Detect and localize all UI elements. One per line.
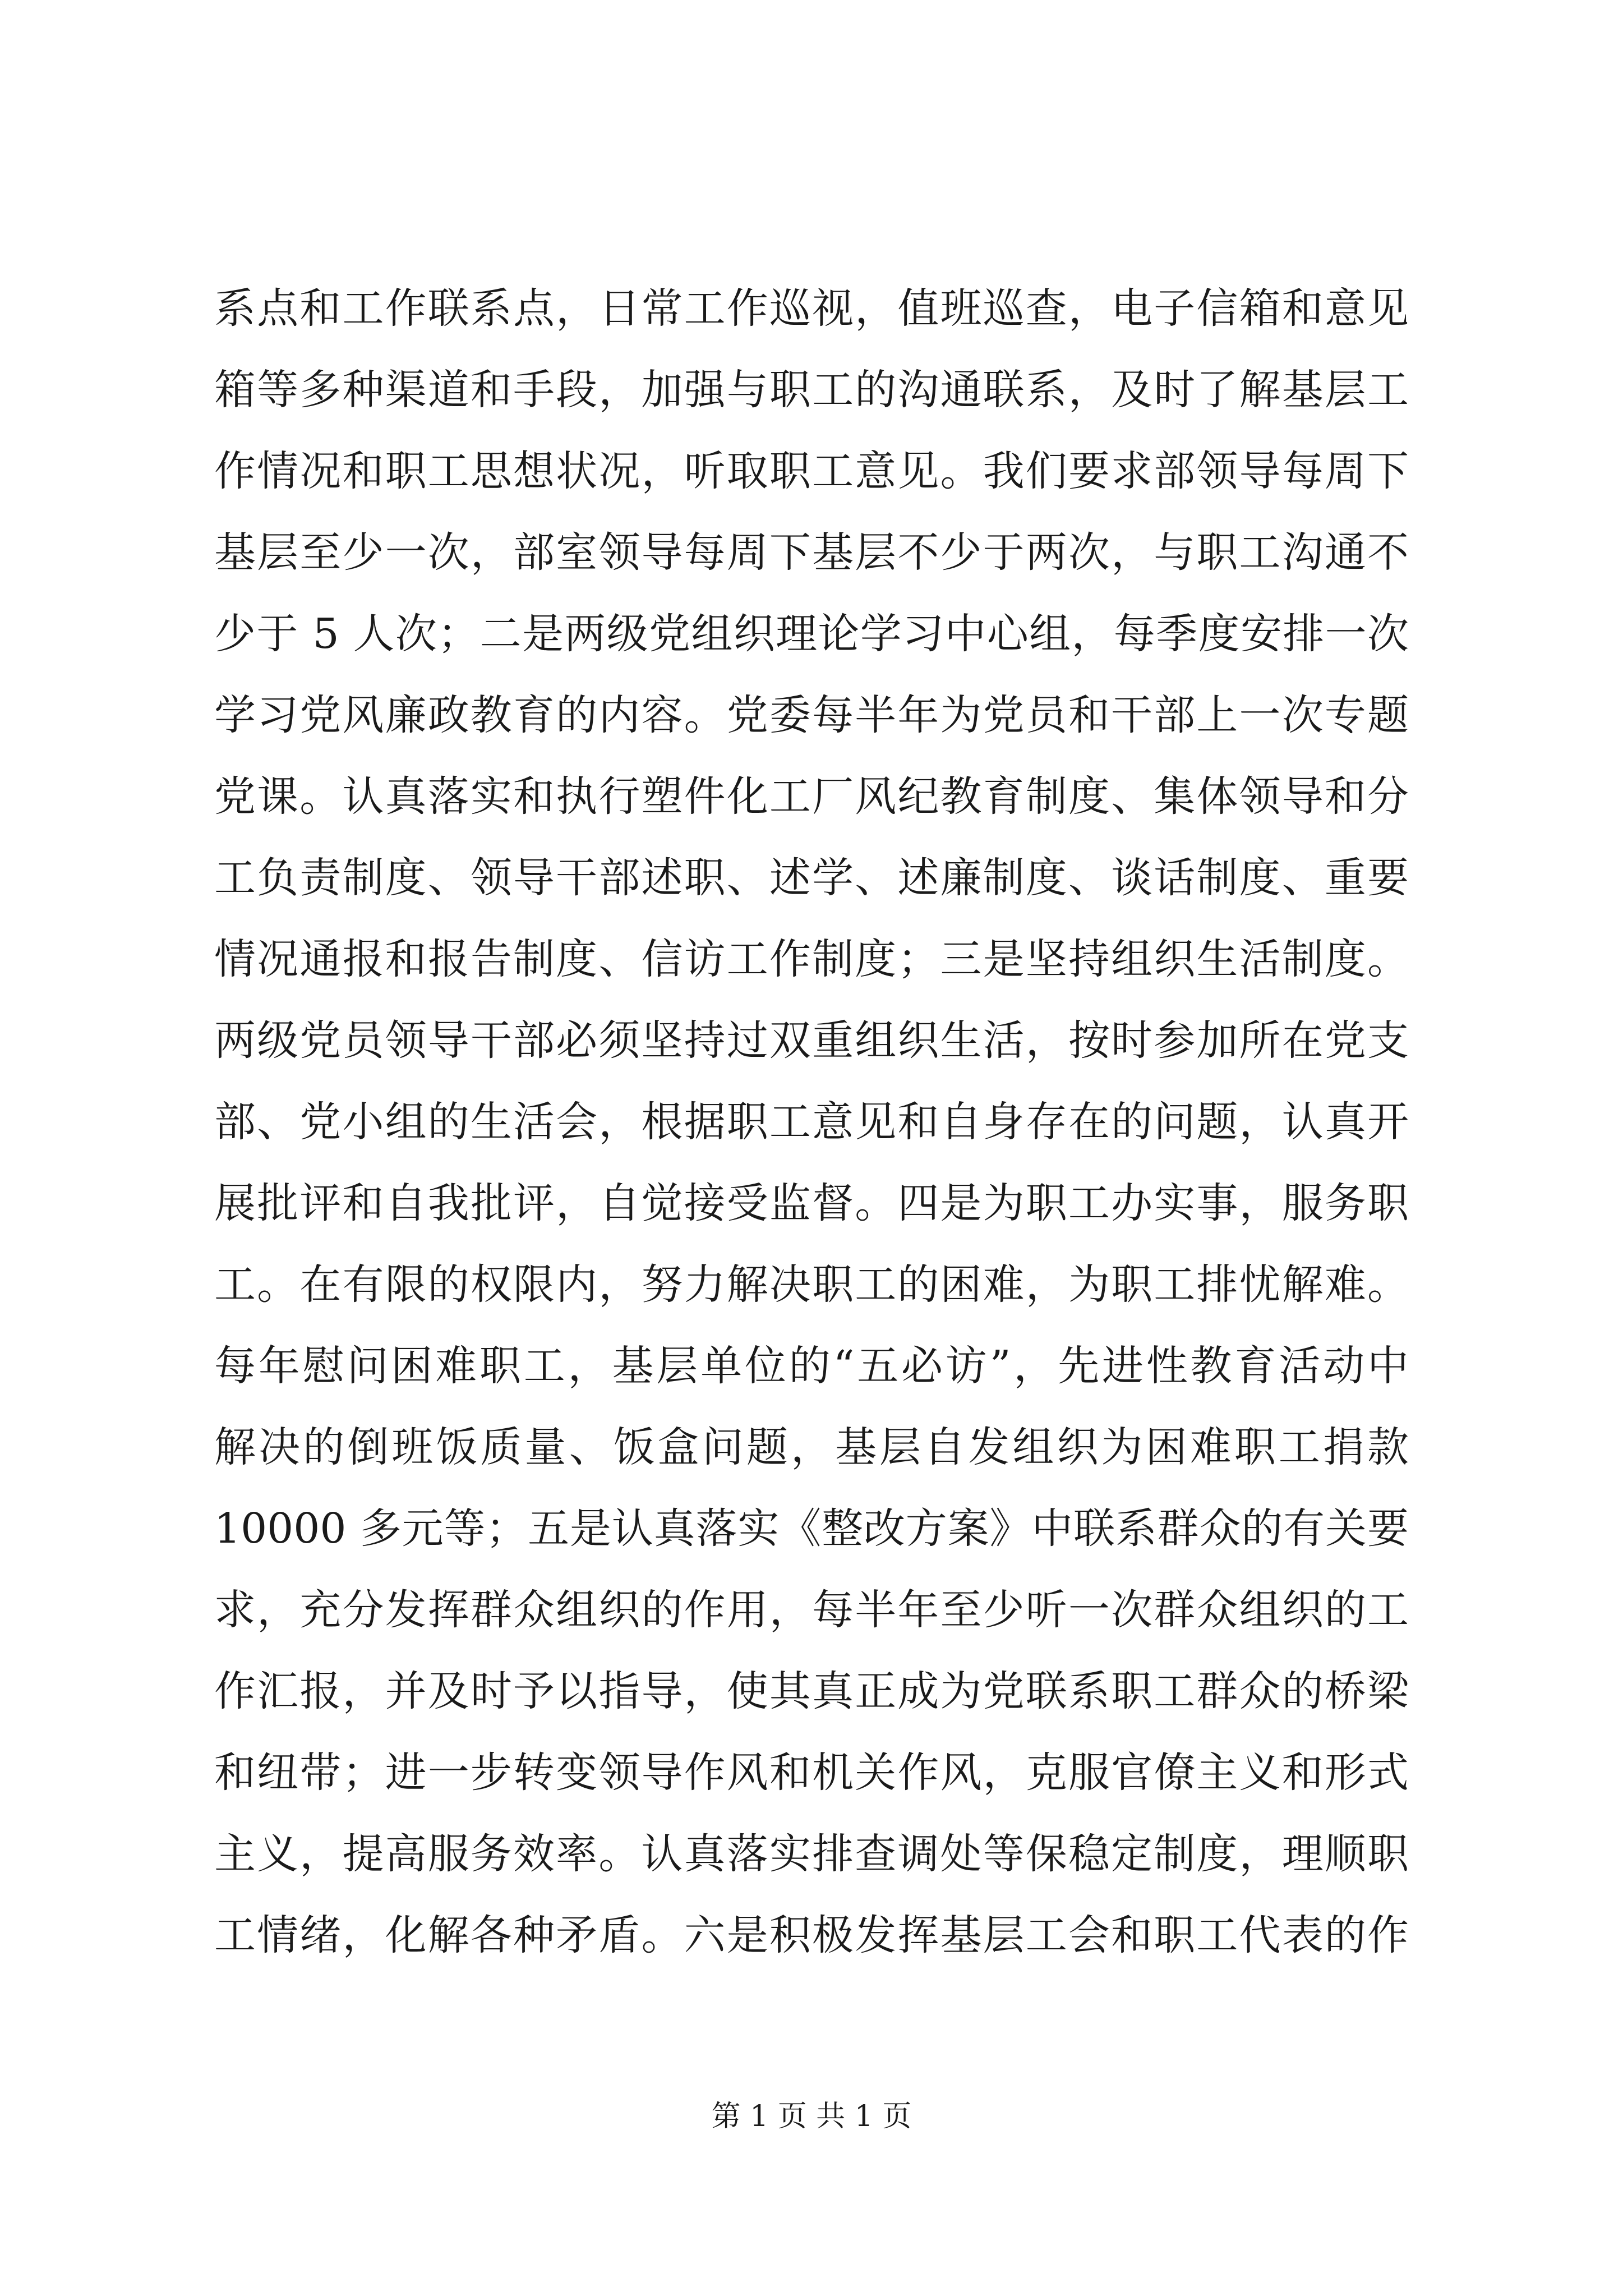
text-line: 作汇报，并及时予以指导，使其真正成为党联系职工群众的桥梁 bbox=[214, 1667, 1409, 1715]
text-line: 学习党风廉政教育的内容。党委每半年为党员和干部上一次专题 bbox=[214, 691, 1409, 739]
text-line: 部、党小组的生活会，根据职工意见和自身存在的问题，认真开 bbox=[214, 1098, 1409, 1146]
text-line: 作情况和职工思想状况，听取职工意见。我们要求部领导每周下 bbox=[214, 447, 1409, 495]
text-line: 两级党员领导干部必须坚持过双重组织生活，按时参加所在党支 bbox=[214, 1016, 1409, 1065]
page-footer: 第 1 页 共 1 页 bbox=[711, 2100, 912, 2133]
text-line: 情况通报和报告制度、信访工作制度；三是坚持组织生活制度。 bbox=[214, 935, 1409, 983]
text-line: 少于 5 人次；二是两级党组织理论学习中心组，每季度安排一次 bbox=[214, 610, 1409, 658]
text-line: 10000 多元等；五是认真落实《整改方案》中联系群众的有关要 bbox=[214, 1504, 1409, 1553]
text-line: 党课。认真落实和执行塑件化工厂风纪教育制度、集体领导和分 bbox=[214, 772, 1409, 821]
text-line: 基层至少一次，部室领导每周下基层不少于两次，与职工沟通不 bbox=[214, 528, 1409, 577]
text-line: 求，充分发挥群众组织的作用，每半年至少听一次群众组织的工 bbox=[214, 1586, 1409, 1634]
text-line: 箱等多种渠道和手段，加强与职工的沟通联系，及时了解基层工 bbox=[214, 366, 1409, 414]
text-line: 工。在有限的权限内，努力解决职工的困难，为职工排忧解难。 bbox=[214, 1260, 1409, 1309]
text-line: 主义，提高服务效率。认真落实排查调处等保稳定制度，理顺职 bbox=[214, 1830, 1409, 1878]
text-line: 解决的倒班饭质量、饭盒问题，基层自发组织为困难职工捐款 bbox=[214, 1423, 1409, 1471]
text-line: 系点和工作联系点，日常工作巡视，值班巡查，电子信箱和意见 bbox=[214, 284, 1409, 333]
body-text bbox=[214, 268, 1409, 1976]
text-line: 和纽带；进一步转变领导作风和机关作风，克服官僚主义和形式 bbox=[214, 1749, 1409, 1797]
text-line: 每年慰问困难职工，基层单位的“五必访”，先进性教育活动中 bbox=[214, 1342, 1409, 1390]
text-line: 展批评和自我批评，自觉接受监督。四是为职工办实事，服务职 bbox=[214, 1179, 1409, 1227]
text-line: 工情绪，化解各种矛盾。六是积极发挥基层工会和职工代表的作 bbox=[214, 1911, 1409, 1959]
text-line: 工负责制度、领导干部述职、述学、述廉制度、谈话制度、重要 bbox=[214, 854, 1409, 902]
